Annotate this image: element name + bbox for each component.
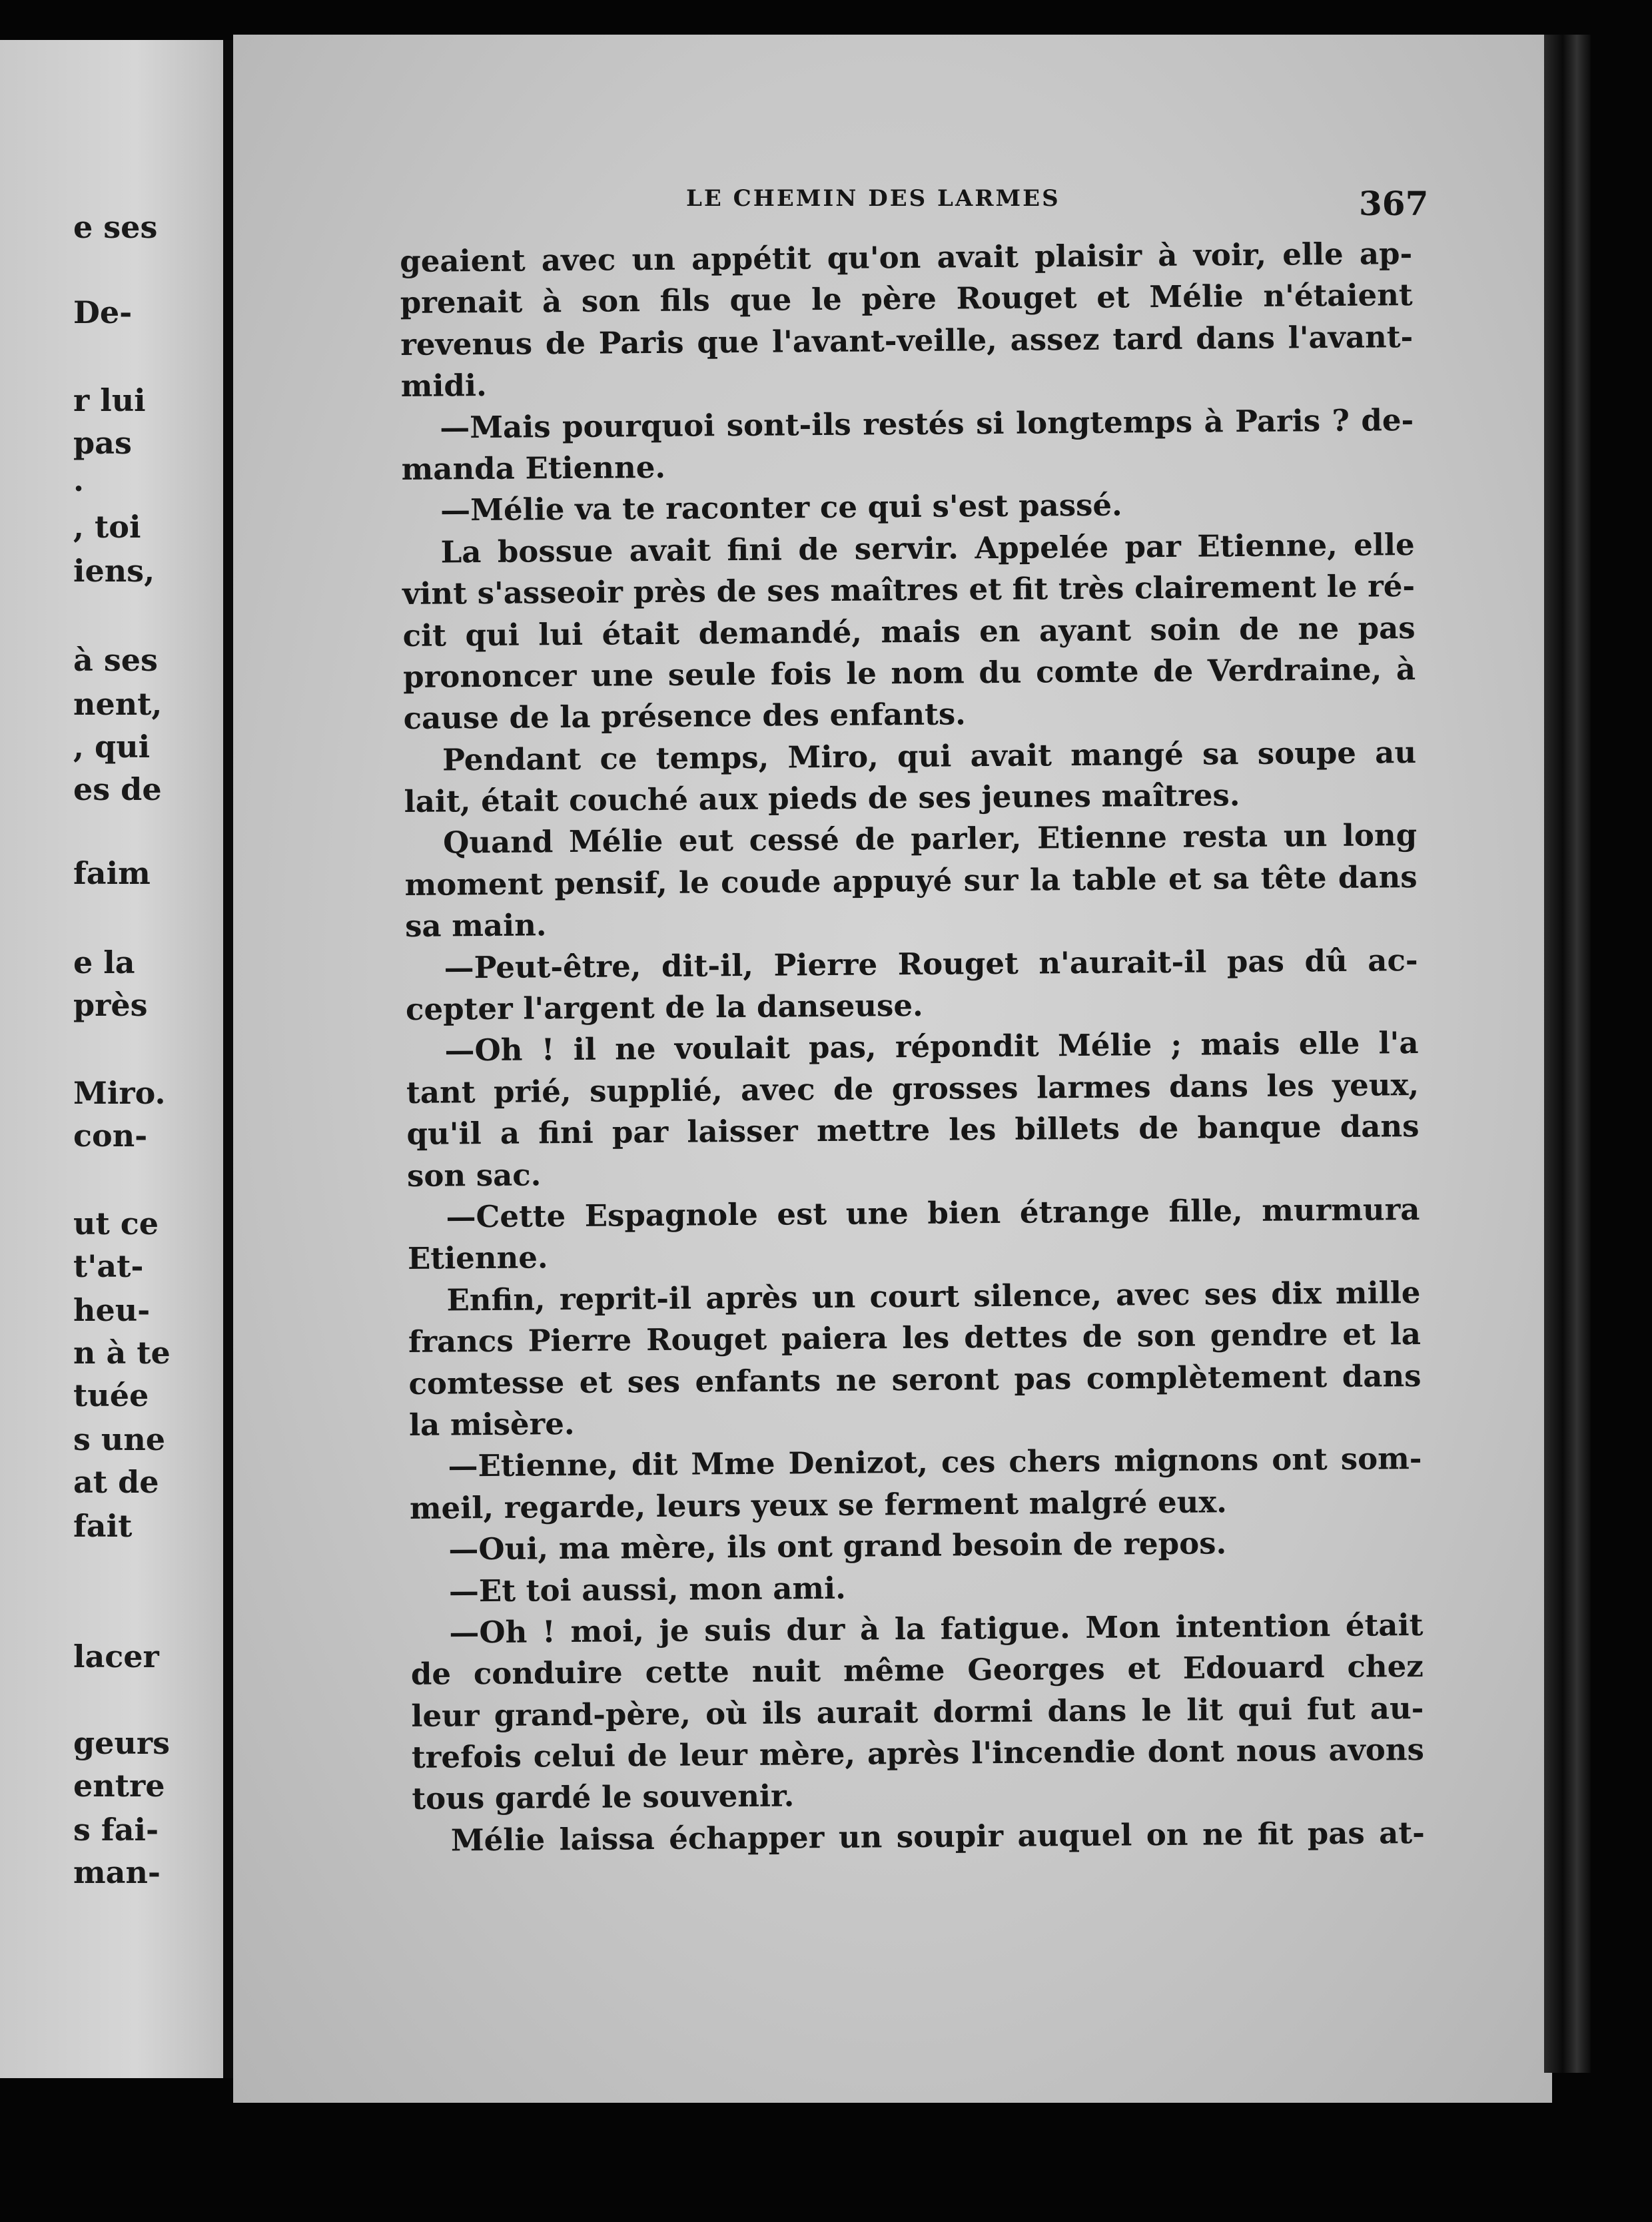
previous-page-text-fragment: près: [73, 987, 148, 1023]
text-line: —Oh ! il ne voulait pas, répondit Mélie ; mais elle l'a: [444, 1025, 1419, 1068]
text-line: cit qui lui était demandé, mais en ayant soin de ne pas: [402, 609, 1416, 653]
previous-page-text-fragment: s fai-: [73, 1812, 159, 1848]
previous-page-text-fragment: à ses: [73, 642, 158, 678]
text-line: La bossue avait fini de servir. Appelée par Etienne, elle: [440, 526, 1415, 570]
previous-page-text-fragment: ut ce: [73, 1206, 159, 1242]
text-line: geaient avec un appétit qu'on avait plaisir à voir, elle ap-: [400, 236, 1413, 279]
previous-page-text-fragment: faim: [73, 855, 151, 891]
text-line: —Cette Espagnole est une bien étrange fille, murmura: [446, 1192, 1420, 1235]
text-line: Pendant ce temps, Miro, qui avait mangé sa soupe au: [442, 734, 1417, 778]
previous-page-text-fragment: n à te: [73, 1335, 171, 1371]
previous-page-text-fragment: entre: [73, 1768, 165, 1804]
previous-page-text-fragment: s une: [73, 1421, 166, 1457]
previous-page-text-fragment: Miro.: [73, 1075, 166, 1111]
text-line: Enfin, reprit-il après un court silence, avec ses dix mille: [446, 1274, 1421, 1318]
previous-page-text-fragment: fait: [73, 1508, 133, 1544]
text-line: —Et toi aussi, mon ami.: [448, 1570, 846, 1609]
previous-page-text-fragment: .: [73, 462, 85, 498]
text-line: —Mélie va te raconter ce qui s'est passé.: [440, 487, 1122, 528]
running-head: LE CHEMIN DES LARMES: [686, 185, 1060, 212]
previous-page-text-fragment: tuée: [73, 1377, 149, 1413]
text-line: de conduire cette nuit même Georges et Edouard chez: [410, 1649, 1424, 1692]
text-line: —Mais pourquoi sont-ils restés si longtemps à Paris ? de-: [439, 402, 1414, 446]
text-line: la misère.: [408, 1405, 575, 1443]
previous-page-text-fragment: t'at-: [73, 1248, 144, 1284]
text-line: lait, était couché aux pieds de ses jeunes maîtres.: [404, 777, 1240, 820]
previous-page-text-fragment: geurs: [73, 1725, 171, 1761]
page-edge: [1544, 35, 1591, 2073]
text-line: —Peut-être, dit-il, Pierre Rouget n'aurait-il pas dû ac-: [444, 942, 1418, 986]
previous-page-text-fragment: man-: [73, 1854, 161, 1890]
text-line: meil, regarde, leurs yeux se ferment malgré eux.: [409, 1484, 1228, 1526]
previous-page-text-fragment: De-: [73, 294, 133, 330]
text-line: moment pensif, le coude appuyé sur la table et sa tête dans: [404, 859, 1418, 903]
text-line: manda Etienne.: [401, 449, 666, 487]
text-line: tous gardé le souvenir.: [412, 1778, 795, 1817]
previous-page-text-fragment: r lui: [73, 382, 146, 418]
text-line: Quand Mélie eut cessé de parler, Etienne resta un long: [442, 817, 1418, 861]
text-line: tant prié, supplié, avec de grosses larmes dans les yeux,: [406, 1066, 1420, 1110]
text-line: prononcer une seule fois le nom du comte de Verdraine, à: [402, 651, 1416, 695]
text-line: Mélie laissa échapper un soupir auquel on ne fit pas at-: [450, 1814, 1426, 1858]
text-line: cause de la présence des enfants.: [403, 696, 967, 737]
text-line: —Oh ! moi, je suis dur à la fatigue. Mon intention était: [449, 1607, 1424, 1651]
previous-page-text-fragment: , toi: [73, 509, 141, 545]
text-line: qu'il a fini par laisser mettre les billets de banque dans: [406, 1108, 1420, 1152]
text-line: cepter l'argent de la danseuse.: [405, 987, 923, 1027]
text-line: son sac.: [406, 1156, 542, 1194]
text-line: revenus de Paris que l'avant-veille, assez tard dans l'avant-: [400, 318, 1414, 362]
page-number: 367: [1359, 184, 1429, 223]
previous-page-text-fragment: es de: [73, 771, 162, 807]
previous-page-fragment: [0, 40, 226, 2078]
text-line: leur grand-père, où ils aurait dormi dans le lit qui fut au-: [411, 1690, 1424, 1734]
previous-page-text-fragment: at de: [73, 1464, 159, 1500]
text-line: Etienne.: [407, 1240, 548, 1277]
previous-page-text-fragment: pas: [73, 425, 132, 461]
previous-page-text-fragment: lacer: [73, 1639, 159, 1674]
text-line: comtesse et ses enfants ne seront pas complètement dans: [408, 1357, 1422, 1401]
body-text: [400, 233, 1425, 1862]
text-line: vint s'asseoir près de ses maîtres et fit très clairement le ré-: [402, 568, 1416, 612]
text-line: —Etienne, dit Mme Denizot, ces chers mignons ont som-: [448, 1441, 1422, 1484]
previous-page-text-fragment: heu-: [73, 1292, 151, 1328]
previous-page-text-fragment: nent,: [73, 686, 163, 722]
previous-page-text-fragment: , qui: [73, 729, 151, 765]
text-line: sa main.: [404, 907, 547, 944]
text-line: trefois celui de leur mère, après l'incendie dont nous avons: [411, 1732, 1425, 1775]
previous-page-text-fragment: e ses: [73, 209, 158, 245]
text-line: midi.: [400, 368, 487, 404]
previous-page-text-fragment: e la: [73, 944, 135, 980]
text-line: francs Pierre Rouget paiera les dettes de son gendre et la: [408, 1316, 1422, 1360]
previous-page-text-fragment: con-: [73, 1118, 148, 1154]
text-line: prenait à son fils que le père Rouget et Mélie n'étaient: [400, 277, 1413, 321]
previous-page-text-fragment: iens,: [73, 553, 155, 589]
text-line: —Oui, ma mère, ils ont grand besoin de repos.: [448, 1525, 1227, 1567]
